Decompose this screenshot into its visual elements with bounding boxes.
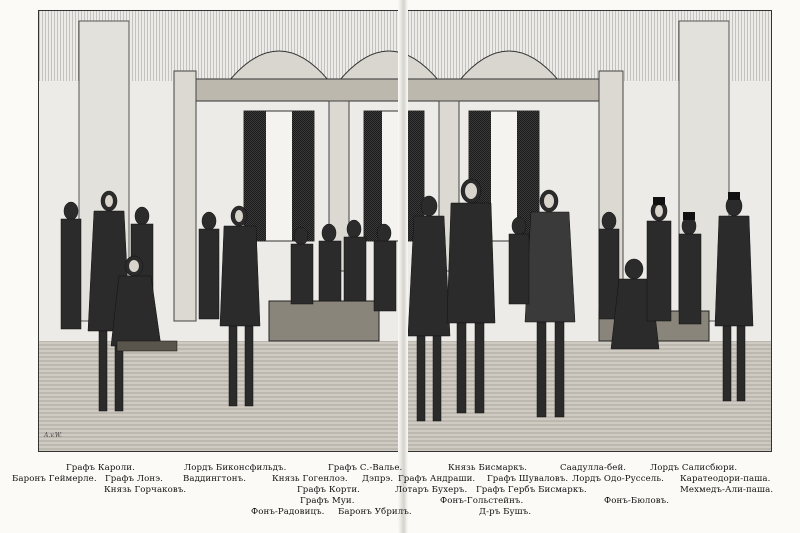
caption-name: Графъ Муи.: [300, 496, 355, 506]
caption-name: Князь Бисмаркъ.: [448, 463, 528, 473]
caption-name: Дэпрэ.: [362, 474, 394, 484]
artist-signature: A.v.W.: [44, 432, 62, 439]
caption-name: Баронъ Убрилъ.: [338, 507, 412, 517]
caption-name: Фонъ-Бюловъ.: [604, 496, 670, 506]
caption-name: Лордъ Салисбюри.: [650, 463, 738, 473]
column-1: [174, 71, 196, 321]
caption-name: Графъ Лонэ.: [105, 474, 163, 484]
caption-name: Баронъ Геймерле.: [12, 474, 97, 484]
caption-name: Лордъ Биконсфильдъ.: [184, 463, 287, 473]
caption-name: Графъ Андраши.: [398, 474, 476, 484]
caption-name: Саадулла-бей.: [560, 463, 627, 473]
caption-name: Каратеодори-паша.: [680, 474, 771, 484]
caption-name: Графъ Гербъ Бисмаркъ.: [476, 485, 587, 495]
caption-name: Графъ Кароли.: [66, 463, 135, 473]
engraving-caption-key: [0, 455, 800, 533]
book-gutter: [398, 0, 408, 533]
caption-name: Князь Гогенлоэ.: [272, 474, 348, 484]
caption-name: Ваддингтонъ.: [183, 474, 247, 484]
caption-name: Мехмедъ-Али-паша.: [680, 485, 774, 495]
caption-name: Графъ С.-Валье.: [328, 463, 403, 473]
caption-name: Графъ Шуваловъ.: [487, 474, 569, 484]
caption-name: Князь Горчаковъ.: [104, 485, 187, 495]
caption-name: Лордъ Одо-Руссель.: [572, 474, 664, 484]
caption-name: Д-ръ Бушъ.: [479, 507, 532, 517]
caption-name: Фонъ-Гольстейнъ.: [440, 496, 524, 506]
caption-name: Лотаръ Бухеръ.: [395, 485, 468, 495]
caption-name: Фонъ-Радовицъ.: [251, 507, 325, 517]
caption-name: Графъ Корти.: [297, 485, 360, 495]
table-left: [269, 301, 379, 341]
